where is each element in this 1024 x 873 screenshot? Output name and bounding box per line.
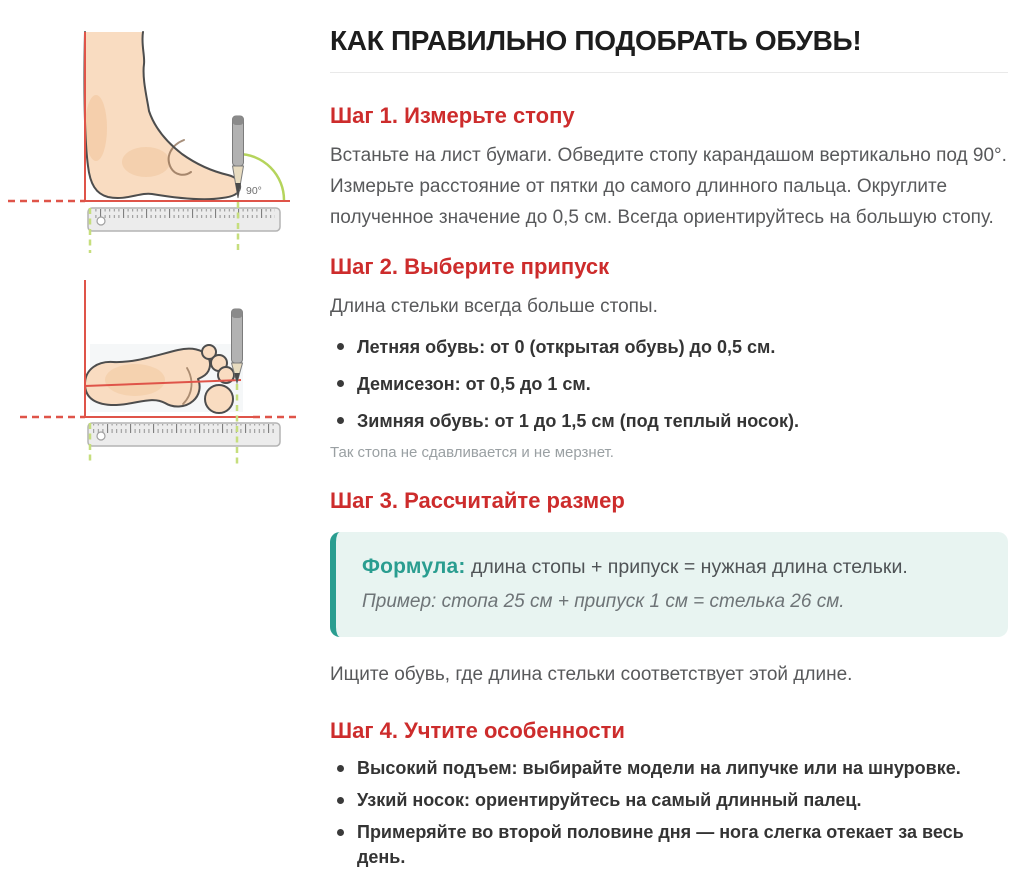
step-3-heading: Шаг 3. Рассчитайте размер — [330, 488, 625, 513]
ruler-ticks-long — [93, 424, 275, 433]
ruler-hole — [97, 217, 105, 225]
step-1-paragraph: Встаньте на лист бумаги. Обведите стопу карандашом вертикально под 90°. Измерьте расстояние от пятки до самого длинного пальца. Округлите полученное значение до 0,5 см. Всегда ориентируйтесь на большую стопу. — [330, 145, 1007, 228]
step-3-section — [330, 488, 1008, 690]
bullet-dot — [337, 343, 344, 350]
step-4-heading: Шаг 4. Учтите особенности — [330, 718, 625, 743]
list-item — [330, 820, 1008, 870]
list-item — [330, 408, 1008, 434]
title-divider — [330, 72, 1008, 73]
formula-example: Пример: стопа 25 см + припуск 1 см = стелька 26 см. — [362, 591, 845, 612]
step-2-intro: Длина стельки всегда больше стопы. — [330, 296, 658, 317]
allowance-list — [330, 334, 1008, 434]
list-item-text: Летняя обувь: от 0 (открытая обувь) до 0,5 см. — [357, 337, 776, 357]
formula-text: длина стопы + припуск = нужная длина стельки. — [471, 556, 908, 578]
list-item — [330, 371, 1008, 397]
formula-label: Формула: — [362, 555, 466, 578]
bullet-dot — [337, 765, 344, 772]
foot-side-measure-figure — [8, 26, 298, 258]
page-title: КАК ПРАВИЛЬНО ПОДОБРАТЬ ОБУВЬ! — [330, 25, 862, 56]
article-content — [330, 26, 1008, 870]
step-4-section — [330, 718, 1008, 870]
formula-line — [362, 552, 982, 582]
foot-top-measure-figure — [15, 276, 305, 468]
bullet-dot — [337, 829, 344, 836]
bullet-dot — [337, 797, 344, 804]
list-item — [330, 788, 1008, 813]
ruler-graphic — [88, 208, 280, 231]
list-item-text: Высокий подъем: выбирайте модели на липучке или на шнуровке. — [357, 758, 961, 778]
ruler-hole — [97, 432, 105, 440]
bullet-dot — [337, 417, 344, 424]
tips-list — [330, 756, 1008, 870]
step-1-heading: Шаг 1. Измерьте стопу — [330, 103, 575, 128]
step-1-section — [330, 103, 1008, 233]
list-item — [330, 756, 1008, 781]
foot-side-graphic — [84, 32, 240, 199]
list-item-text: Демисезон: от 0,5 до 1 см. — [357, 374, 591, 394]
list-item-text: Примеряйте во второй половине дня — нога слегка отекает за весь день. — [357, 822, 964, 867]
list-item-text: Зимняя обувь: от 1 до 1,5 см (под теплый носок). — [357, 411, 799, 431]
step-3-conclusion: Ищите обувь, где длина стельки соответствует этой длине. — [330, 664, 853, 685]
step-2-footnote: Так стопа не сдавливается и не мерзнет. — [330, 444, 614, 461]
bullet-dot — [337, 380, 344, 387]
list-item — [330, 334, 1008, 360]
step-2-section — [330, 254, 1008, 462]
angle-label: 90° — [246, 185, 262, 197]
list-item-text: Узкий носок: ориентируйтесь на самый длинный палец. — [357, 790, 862, 810]
ruler-ticks-long — [93, 209, 275, 218]
ruler-graphic — [88, 423, 280, 446]
step-2-heading: Шаг 2. Выберите припуск — [330, 254, 610, 279]
formula-callout — [330, 532, 1008, 637]
